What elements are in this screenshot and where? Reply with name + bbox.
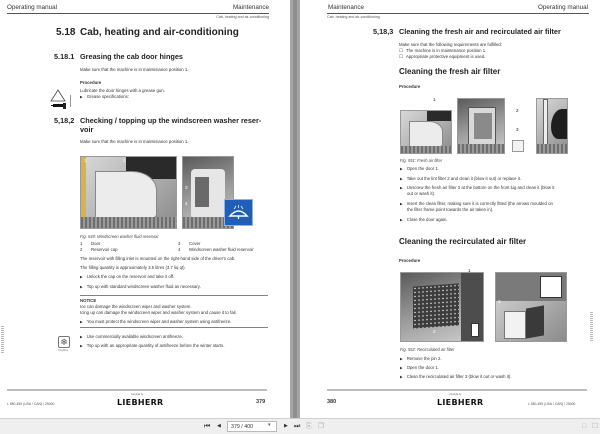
footer-code: L 580-459 (USA / CAN) / 25400 (7, 402, 55, 406)
header-right: Maintenance (232, 4, 269, 11)
figure-549-photo-a (80, 156, 177, 229)
figure-552-photo-a (400, 272, 484, 342)
footer-rule (327, 389, 587, 391)
subsection-title: Greasing the cab door hinges (80, 52, 183, 61)
step-item: ▶ Unscrew the fresh air filter 3 at the bottom on the front lug and clean it (blow it (400, 185, 554, 191)
figure-551-photo-b (457, 98, 505, 154)
legend-label: Cover (189, 241, 201, 246)
requirement-item: ☐ Appropriate protective equipment is used. (399, 54, 485, 60)
notice-top-rule (80, 295, 268, 296)
step-item: ▶ Remove the pin 2. (400, 356, 442, 362)
bookmark-icon[interactable]: ☐ (592, 423, 599, 430)
figure-caption: Fig. 552: Recirculated air filter (400, 347, 455, 352)
liebherr-logo: LIEBHERR (437, 398, 484, 407)
heading-fresh-air-filter: Cleaning the fresh air filter (399, 67, 501, 76)
previous-page-icon[interactable]: ◀ (217, 423, 221, 429)
page-number-value: 379 / 400 (231, 424, 254, 430)
notice-bottom-rule (80, 327, 268, 328)
single-page-view-icon[interactable]: □ (582, 423, 587, 430)
windscreen-washer-icon (224, 199, 253, 226)
page-380 (300, 0, 600, 418)
snowflake-icon-label: OnlyDiwe (58, 349, 69, 352)
paste-icon[interactable]: ❐ (318, 423, 325, 430)
navigation-toolbar (0, 418, 600, 434)
step-item-continued: the filter frame point towards the air taken in). (407, 207, 494, 212)
callout-3: 3 (516, 127, 519, 132)
logo-copyright: copyright by (131, 394, 144, 396)
last-page-icon[interactable]: ⏭ (294, 423, 301, 430)
body-paragraph: The filling quantity is approximately 3.5 litres (3.7 liq qt). (80, 265, 186, 270)
step-item-continued: out or wash it). (407, 191, 436, 196)
grease-gun-warning-icon (50, 89, 74, 111)
footer-rule (7, 389, 267, 391)
step-item: ▶ Clean the recirculated air filter 3 (blow it out or wash it). (400, 374, 512, 380)
body-paragraph: The reservoir with filling inlet is mounted on the right-hand side of the driver's cab. (80, 256, 236, 261)
step-item: ▶ Close the door again. (400, 217, 448, 223)
section-number: 5.18 (56, 27, 76, 38)
step-text: Lubricate the door hinges with a grease gun. (80, 88, 165, 93)
filter-thumbnail (512, 140, 524, 152)
intro-text: Make sure that the following requirements are fulfilled: (399, 42, 502, 47)
figure-552-photo-b (495, 272, 567, 342)
section-title: Cab, heating and air-conditioning (80, 27, 239, 38)
next-page-icon[interactable]: ▶ (284, 423, 288, 429)
legend-num: 4 (178, 247, 181, 252)
footer-code: L 580-459 (USA / CAN) / 25400 (528, 402, 576, 406)
callout-4: 4 (185, 201, 188, 206)
notice-bullet: ▶ You must protect the windscreen wiper and washer system using antifreeze. (80, 319, 231, 325)
intro-text: Make sure that the machine is in maintenance position 1. (80, 67, 189, 72)
header-left: Operating manual (7, 4, 58, 11)
notice-text: Icing up can damage the windscreen wiper and washer system and cause it to fail. (80, 310, 237, 315)
page-379 (0, 0, 290, 418)
step-item: ▶ Insert the clean filter, making sure it is correctly fitted (the arrows moulded on (400, 201, 553, 207)
notice-label: NOTICE (80, 298, 97, 303)
header-right: Operating manual (537, 4, 588, 11)
page-number: 380 (327, 399, 337, 405)
notice-text: Ice can damage the windscreen wiper and washer system. (80, 304, 192, 309)
bullet-item: ▶ Use commercially available windscreen antifreeze. (80, 334, 183, 340)
procedure-label: Procedure (80, 80, 102, 85)
header-left: Maintenance (328, 4, 365, 11)
procedure-label: Procedure (399, 258, 421, 263)
figure-551-photo-a (400, 110, 452, 154)
callout-1: 1 (433, 97, 436, 102)
legend-label: Windscreen washer fluid reservoir (189, 247, 254, 252)
snowflake-icon: ❄ (58, 336, 70, 348)
callout-1: 1 (468, 268, 471, 273)
liebherr-logo: LIEBHERR (117, 398, 164, 407)
page-dropdown-icon[interactable]: ▾ (268, 422, 271, 428)
intro-text: Make sure that the machine is in maintenance position 1. (80, 139, 189, 144)
bullet-item: ▶ Top up with standard windscreen washer fluid as necessary. (80, 284, 201, 290)
side-stamp (590, 312, 593, 342)
subsection-number: 5,18,2 (54, 116, 75, 125)
callout-2: 2 (123, 158, 126, 163)
bullet-item: ▶ Top up with an appropriate quantity of antifreeze before the winter starts. (80, 343, 225, 349)
figure-551-photo-c (536, 98, 568, 154)
bullet-item: ▶ Unlock the cap on the reservoir and take it off. (80, 274, 174, 280)
subsection-title: Cleaning the fresh air and recirculated air filter (399, 27, 561, 36)
legend-label: Door (91, 241, 101, 246)
first-page-icon[interactable]: ⏮ (204, 423, 211, 430)
page-number: 379 (256, 399, 266, 405)
figure-caption: Fig. 551: Fresh air filter (400, 158, 443, 163)
step-item: ▶ Open the door 1. (400, 166, 439, 172)
step-item: ▶ Open the door 1. (400, 365, 439, 371)
subsection-title-line2: voir (80, 125, 94, 134)
logo-copyright: copyright by (449, 394, 462, 396)
step-item: ▶ Take out the lint filter 2 and clean it (blow it out) or replace it. (400, 176, 521, 182)
legend-num: 2 (80, 247, 83, 252)
figure-caption: Fig. 549: Windscreen washer fluid reservoir (80, 234, 159, 239)
subsection-number: 5.18.1 (54, 52, 75, 61)
subheader: Cab, heating and air-conditioning (216, 15, 269, 19)
legend-label: Reservoir cap (91, 247, 118, 252)
subsection-number: 5,18,3 (373, 27, 394, 36)
callout-3: 3 (185, 185, 188, 190)
legend-num: 1 (80, 241, 83, 246)
legend-num: 3 (178, 241, 181, 246)
requirement-item: ☐ The machine is in maintenance position 1. (399, 48, 486, 54)
header-rule (327, 13, 589, 14)
bullet-item: ▶ Grease specifications: (80, 94, 129, 100)
callout-1: 1 (84, 158, 87, 163)
header-rule (7, 13, 269, 14)
side-stamp (1, 326, 4, 354)
subsection-title-line1: Checking / topping up the windscreen washer reser- (80, 116, 262, 125)
callout-3: 3 (498, 299, 501, 304)
copy-icon[interactable]: ⎘ (306, 423, 312, 430)
page-gutter (290, 0, 300, 418)
subheader: Cab, heating and air-conditioning (327, 15, 380, 19)
heading-recirculated-air-filter: Cleaning the recirculated air filter (399, 237, 527, 246)
procedure-label: Procedure (399, 84, 421, 89)
callout-2: 2 (516, 108, 519, 113)
callout-2: 2 (433, 329, 436, 334)
